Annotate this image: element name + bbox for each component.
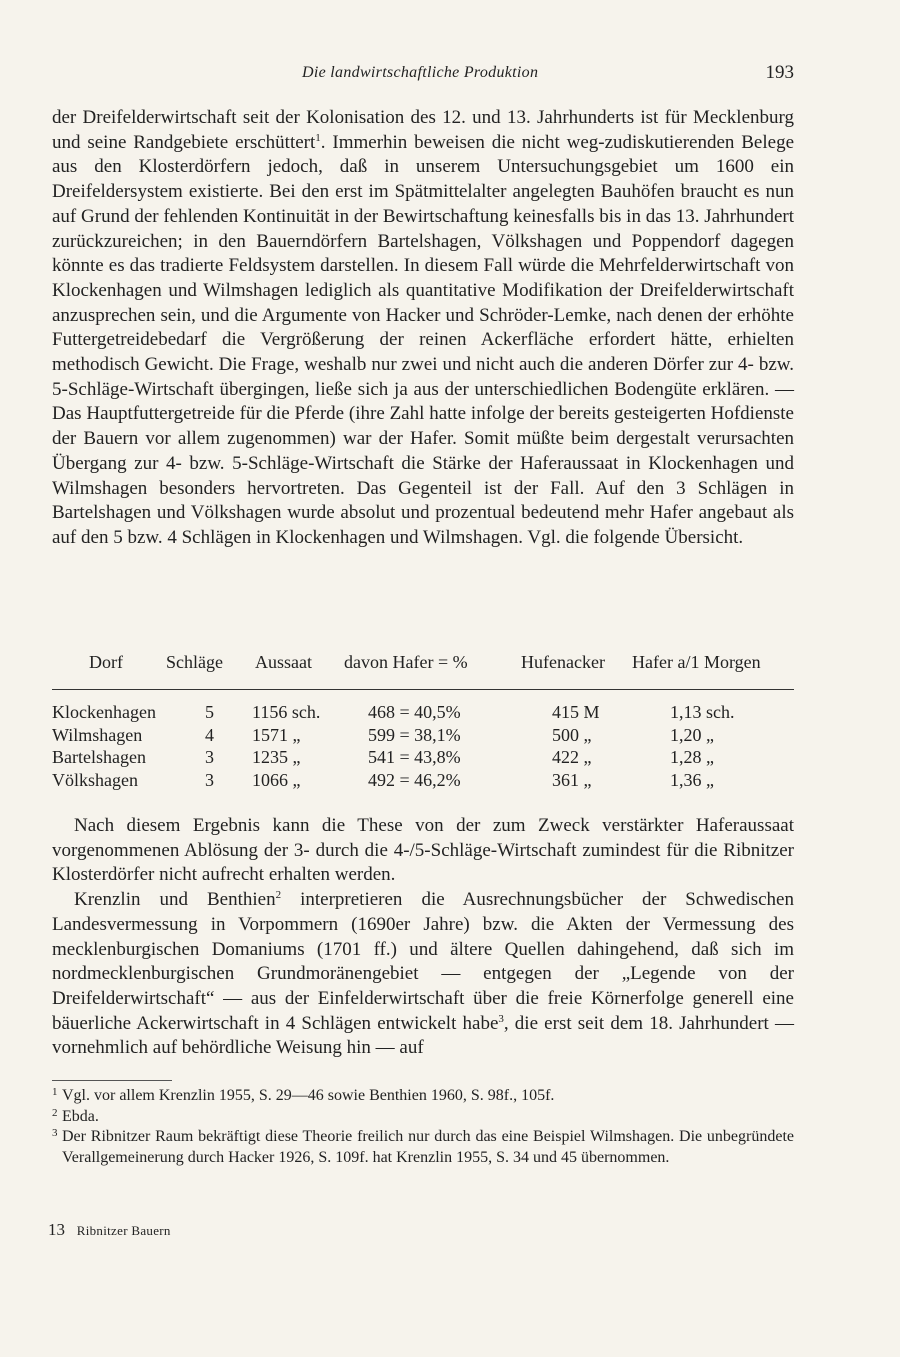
paragraph — [52, 106, 794, 551]
cell-schlaege: 5 — [205, 702, 214, 722]
col-header-hafer: davon Hafer = % — [344, 652, 468, 672]
cell-dorf: Bartelshagen — [52, 747, 146, 767]
paragraph-text: interpretieren die Ausrechnungsbücher der Schwedischen Landesvermessung in Vorpommern (1690er Jahre) bzw. die Akten der Vermessung des mecklenburgischen Domaniums (1701 ff.) und ältere Quellen dahingehend, daß sich im nordmecklenburgischen Grundmoränengebiet — entgegen der „Legende von der Dreifelderwirtschaft“ — aus der Einfelderwirtschaft über die freie Körnerfolge generell eine bäuerliche Ackerwirtschaft in 4 Schlägen entwickelt habe — [52, 889, 794, 1034]
cell-morgen: 1,13 sch. — [670, 702, 735, 722]
table-body — [52, 702, 794, 792]
footnote — [52, 1127, 794, 1168]
oats-table — [52, 648, 794, 790]
cell-aussaat: 1156 sch. — [252, 702, 321, 722]
main-text — [52, 106, 794, 551]
footnote-mark: 2 — [52, 1106, 58, 1119]
cell-hufenacker: 422 „ — [552, 747, 592, 767]
footnote-mark: 1 — [52, 1086, 58, 1098]
cell-schlaege: 4 — [205, 724, 214, 745]
cell-schlaege: 3 — [205, 769, 214, 790]
footnote — [52, 1107, 794, 1128]
col-header-dorf: Dorf — [89, 652, 123, 672]
footnote — [52, 1086, 794, 1107]
cell-dorf: Klockenhagen — [52, 702, 156, 722]
cell-hufenacker: 500 „ — [552, 724, 592, 745]
table-header — [52, 648, 794, 684]
cell-dorf: Wilmshagen — [52, 724, 143, 745]
footnote-divider — [52, 1080, 172, 1081]
cell-morgen: 1,36 „ — [670, 769, 714, 790]
footnote-text: Ebda. — [62, 1107, 99, 1125]
cell-morgen: 1,28 „ — [670, 747, 714, 767]
footnote-text: Vgl. vor allem Krenzlin 1955, S. 29—46 sowie Benthien 1960, S. 98f., 105f. — [62, 1087, 555, 1104]
col-header-morgen: Hafer a/1 Morgen — [632, 652, 761, 672]
paragraph-text: . Immerhin beweisen die nicht weg-zudiskutierenden Belege aus den Klosterdörfern jedoch, daß in unserem Untersuchungsgebiet um 1600 ein Dreifeldersystem existierte. Bei den erst im Spätmittelalter angelegten Bauhöfen braucht es nun auf Grund der fehlenden Kontinuität in der Bewirtschaftung keinesfalls bis in das 13. Jahrhundert zurückzureichen; in den Bauerndörfern Bartelshagen, Völkshagen und Poppendorf dagegen könnte es das tradierte Feldsystem darstellen. In diesem Fall würde die Mehrfelderwirtschaft von Klockenhagen und Wilmshagen lediglich als quantitative Modifikation der Dreifelderwirtschaft anzusprechen sein, und die Argumente von Hacker und Schröder-Lemke, nach denen der erhöhte Futtergetreidebedarf die Vergrößerung der reinen Ackerfläche erfordert hätte, erhielten methodisch Gewicht. Die Frage, weshalb nur zwei und nicht auch die anderen Dörfer zur 4- bzw. 5-Schläge-Wirtschaft übergingen, ließe sich ja aus der unterschiedlichen Bodengüte erklären. — Das Hauptfuttergetreide für die Pferde (ihre Zahl hatte infolge der bereits gesteigerten Hofdienste der Bauern vor allem zugenommen) war der Hafer. Somit müßte beim dergestalt verursachten Übergang zur 4- bzw. 5-Schläge-Wirtschaft die Stärke der Haferaussaat in Klockenhagen und Wilmshagen besonders hervortreten. Das Gegenteil ist der Fall. Auf den 3 Schlägen in Bartelshagen und Völkshagen wurde absolut und prozentual bedeutend mehr Hafer angebaut als auf den 5 bzw. 4 Schlägen in Klockenhagen und Wilmshagen. Vgl. die folgende Übersicht. — [52, 131, 795, 548]
printer-signature — [48, 1220, 171, 1240]
table-rule — [52, 689, 794, 690]
cell-aussaat: 1235 „ — [252, 747, 301, 767]
cell-hufenacker: 361 „ — [552, 769, 592, 790]
cell-aussaat: 1066 „ — [252, 769, 301, 790]
paragraph — [52, 888, 794, 1061]
paragraph-text: , die erst seit dem 18. Jahrhundert — vornehmlich auf behördliche Weisung hin — auf — [52, 1012, 794, 1059]
cell-hafer: 599 = 38,1% — [368, 724, 461, 745]
footnote-text: Der Ribnitzer Raum bekräftigt diese Theorie freilich nur durch das eine Beispiel Wilmshagen. Die unbegründete Verallgemeinerung durch Hacker 1926, S. 109f. hat Krenzlin 1955, S. 34 und 45 übernommen. — [62, 1128, 794, 1166]
col-header-hufenacker: Hufenacker — [521, 652, 605, 672]
cell-hafer: 541 = 43,8% — [368, 747, 461, 767]
table-row — [52, 702, 794, 725]
paragraph-text: der Dreifelderwirtschaft seit der Kolonisation des 12. und 13. Jahrhunderts ist für Mecklenburg und seine Randgebiete erschüttert — [52, 107, 794, 153]
footnote-mark: 3 — [52, 1127, 58, 1139]
col-header-aussaat: Aussaat — [255, 652, 312, 672]
cell-morgen: 1,20 „ — [670, 724, 714, 745]
cell-dorf: Völkshagen — [52, 769, 138, 790]
cell-hafer: 492 = 46,2% — [368, 769, 461, 790]
cell-hafer: 468 = 40,5% — [368, 702, 461, 722]
running-title: Die landwirtschaftliche Produktion — [302, 64, 539, 81]
table-row — [52, 770, 794, 793]
paragraph-text: Krenzlin und Benthien — [74, 889, 276, 911]
lower-text — [52, 814, 794, 1061]
page-number: 193 — [765, 62, 794, 83]
cell-aussaat: 1571 „ — [252, 724, 301, 745]
cell-hufenacker: 415 M — [552, 702, 600, 722]
footnotes — [52, 1086, 794, 1168]
footnote-ref[interactable]: 3 — [498, 1012, 504, 1025]
footnote-ref[interactable]: 2 — [275, 889, 282, 902]
table-row — [52, 747, 794, 770]
col-header-schlaege: Schläge — [166, 652, 223, 672]
table-row — [52, 725, 794, 748]
signature-number: 13 — [48, 1220, 65, 1239]
footnote-ref[interactable]: 1 — [315, 131, 321, 144]
page-header — [52, 60, 794, 90]
signature-title: Ribnitzer Bauern — [76, 1223, 171, 1238]
paragraph: Nach diesem Ergebnis kann die These von der zum Zweck verstärkter Haferaussaat vorgenommenen Ablösung der 3- durch die 4-/5-Schläge-Wirtschaft zumindest für die Ribnitzer Klosterdörfer nicht aufrecht erhalten werden. — [52, 815, 794, 886]
cell-schlaege: 3 — [205, 747, 214, 767]
